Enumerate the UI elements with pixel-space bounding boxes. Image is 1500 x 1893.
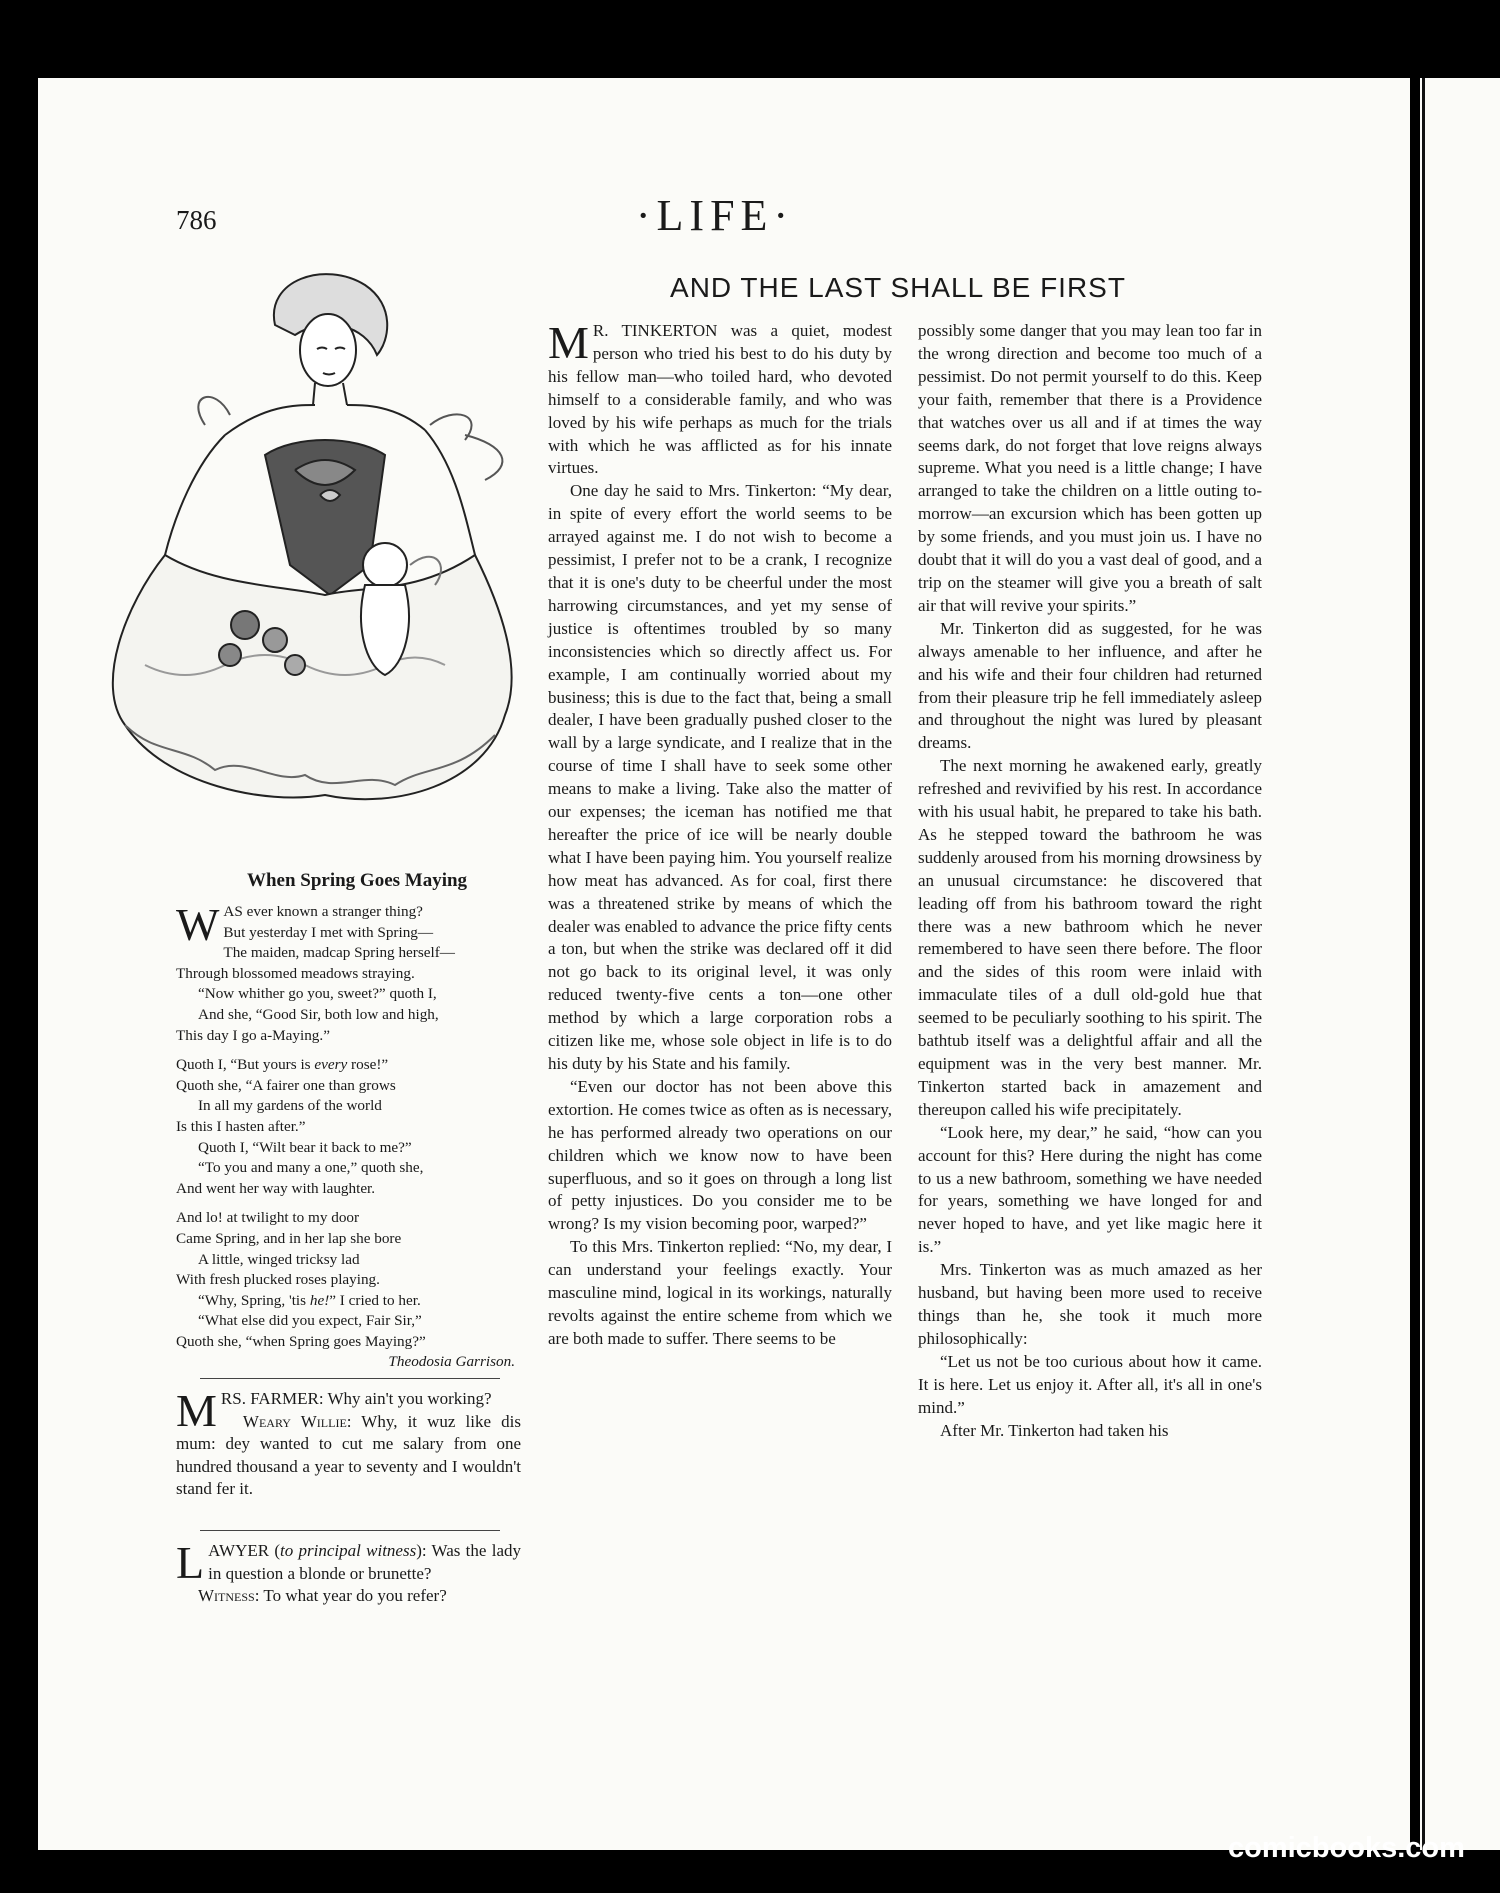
joke-text: ): Was the lady in question a blonde or brunette? (208, 1541, 521, 1583)
drop-cap: W (176, 899, 220, 950)
adjacent-page-edge (1420, 78, 1500, 1850)
joke-lawyer (176, 1537, 521, 1608)
article-paragraph: One day he said to Mrs. Tinkerton: “My dear, in spite of every effort the world seems to be arrayed against me. I do not wish to become a pessimist, I prefer not to be a crank, I recognize that it is one's duty to be cheerful under the most harrowing circumstances, and yet my sense of justice is oftentimes troubled by so many inconsistencies which so directly affect us. For example, I am continually worried about my business; this is due to the fact that, being a small dealer, I have been gradually pushed closer to the wall by a large syndicate, and I realize that in the course of time I shall have to seek some other means to make a living. Take also the matter of our expenses; the iceman has notified me that hereafter the price of ice will be nearly double what I have been paying him. You yourself realize how meat has advanced. As for coal, first there was a threatened strike by means of which the dealer was enabled to advance the price fifty cents a ton, but when the strike was declared off it did not go back to its original level, it was only reduced twenty-five cents a ton—one other method by which a large corporation robs a citizen like me, whose sole object in life is to do his duty by his State and his family. (548, 481, 892, 1073)
poem-line: Is this I hasten after.” (176, 1117, 306, 1135)
poem-line: This day I go a-Maying.” (176, 1026, 330, 1044)
poem-text: ” I cried to her. (329, 1291, 421, 1309)
poem-line: But yesterday I met with Spring— (223, 923, 434, 941)
poem-line: “What else did you expect, Fair Sir,” (198, 1312, 422, 1330)
poem-line: “To you and many a one,” quoth she, (198, 1159, 424, 1177)
article-paragraph: To this Mrs. Tinkerton replied: “No, my dear, I can understand your feelings exactly. Your masculine mind, logical in its workings, naturally revolts against the entire scheme from which we are both made to suffer. There seems to be (548, 1237, 892, 1348)
article-paragraph: possibly some danger that you may lean too far in the wrong direction and become too much of a pessimist. Do not permit yourself to do this. Keep your faith, remember that there is a Providence that watches over us all and if at times the way seems dark, do not forget that love reigns always supreme. What you need is a little change; I have arranged to take the children on a little outing to-morrow—an excursion which has been gotten up by some friends, and you must join us. I have no doubt that it will do you a vast deal of good, and a trip on the steamer will give you a breath of salt air that will revive your spirits.” (918, 321, 1262, 615)
poem-line: Came Spring, and in her lap she bore (176, 1229, 402, 1247)
article-paragraph: The next morning he awakened early, greatly refreshed and revivified by his rest. In accordance with his usual habit, he prepared to take his bath. As he stepped toward the bathroom he was suddenly aroused from his morning drowsiness by an unusual circumstance: he discovered that leading off from his bathroom toward the right there was a new bathroom which he never remembered to have seen there before. The floor and the sides of this room were inlaid with immaculate tiles of a dull old-gold hue that seemed to be peculiarly soothing to his spirit. The bathtub itself was a delightful affair and all the equipment was in the very best manner. Mr. Tinkerton started back in amazement and thereupon called his wife precipitately. (918, 756, 1262, 1119)
poem-line (176, 1055, 521, 1076)
page-number: 786 (176, 205, 217, 235)
article-paragraph: “Let us not be too curious about how it came. It is here. Let us enjoy it. After all, it's all in one's mind.” (918, 1351, 1262, 1417)
poem-line: The maiden, madcap Spring herself— (223, 944, 455, 962)
watermark: comicbooks.com (1228, 1832, 1465, 1864)
poem-line: A little, winged tricksy lad (198, 1250, 360, 1268)
poem-line: In all my gardens of the world (198, 1097, 382, 1115)
article-column-1 (548, 317, 892, 1351)
article-paragraph: Mr. Tinkerton did as suggested, for he was always amenable to her influence, and after he and his wife and their four children had returned from their pleasure trip he fell immediately asleep and throughout the night was lured by pleasant dreams. (918, 618, 1262, 753)
spring-maiden-illustration (65, 265, 545, 840)
section-divider (200, 1378, 500, 1379)
article-paragraph: Mrs. Tinkerton was as much amazed as her husband, but having been more used to receive things than he, she took it much more philosophically: (918, 1260, 1262, 1348)
article-paragraph: “Even our doctor has not been above this extortion. He comes twice as often as is necessary, he has performed already two operations on our children which we know now to have been superfluous, and so it goes on through a long list of petty injustices. Do you consider me to be wrong? Is my vision becoming poor, warped?” (548, 1076, 892, 1234)
joke-text: AWYER ( (208, 1541, 281, 1560)
poem-author: Theodosia Garrison. (388, 1353, 515, 1371)
page-divider (1422, 78, 1425, 1850)
poem-line: With fresh plucked roses playing. (176, 1271, 380, 1289)
poem-line: And lo! at twilight to my door (176, 1209, 360, 1227)
poem-line (176, 1291, 521, 1312)
article-headline: AND THE LAST SHALL BE FIRST (670, 272, 1126, 303)
joke-line (176, 1585, 521, 1608)
poem-text: Quoth I, “But yours is (176, 1056, 315, 1074)
poem-line: Quoth I, “Wilt bear it back to me?” (198, 1138, 412, 1156)
joke-text: : Why, it wuz like dis mum: dey wanted to cut me salary from one hundred thousand a year to seventy and I wouldn't stand fer it. (176, 1411, 521, 1498)
poem-line: And went her way with laughter. (176, 1179, 376, 1197)
paragraph-text: R. TINKERTON was a quiet, modest person who tried his best to do his duty by his fellow man—who toiled hard, who devoted himself to a considerable family, and who was loved by his wife perhaps as much for the trials with which he was afflicted as for his innate virtues. (548, 321, 892, 478)
drop-cap: M (548, 317, 589, 368)
drop-cap: L (176, 1537, 205, 1588)
poem-emphasis: every (314, 1056, 348, 1074)
joke-line (176, 1411, 521, 1501)
poem-line: Quoth she, “A fairer one than grows (176, 1076, 396, 1094)
section-divider (200, 1530, 500, 1531)
speaker-name: Weary Willie (242, 1411, 347, 1431)
poem-title: When Spring Goes Maying (246, 870, 468, 891)
poem-emphasis: he! (309, 1291, 330, 1309)
poem-line: “Now whither go you, sweet?” quoth I, (198, 985, 437, 1003)
article-paragraph (548, 317, 892, 480)
poem-line: Quoth she, “when Spring goes Maying?” (176, 1332, 426, 1350)
article-paragraph: After Mr. Tinkerton had taken his (940, 1420, 1169, 1440)
poem-text: “Why, Spring, 'tis (198, 1291, 310, 1309)
joke-emphasis: to principal witness (280, 1541, 417, 1560)
joke-text: : To what year do you refer? (254, 1586, 447, 1605)
article-paragraph: “Look here, my dear,” he said, “how can you account for this? Here during the night has come to us a new bathroom, something we have needed for years, something we have longed for and never hoped to have, and yet like magic here it is.” (918, 1122, 1262, 1257)
joke-line (176, 1537, 521, 1588)
article-column-2 (918, 320, 1262, 1442)
poem-line: Through blossomed meadows straying. (176, 964, 415, 982)
speaker-name: Witness (198, 1586, 255, 1605)
joke-text: RS. FARMER: Why ain't you working? (220, 1389, 492, 1408)
joke-farmer (176, 1385, 521, 1501)
drop-cap: M (176, 1385, 217, 1436)
poem (176, 899, 521, 1373)
poem-text: rose!” (347, 1056, 389, 1074)
masthead: ·LIFE· (635, 191, 795, 240)
poem-line: AS ever known a stranger thing? (223, 903, 423, 920)
poem-line: And she, “Good Sir, both low and high, (198, 1005, 439, 1023)
